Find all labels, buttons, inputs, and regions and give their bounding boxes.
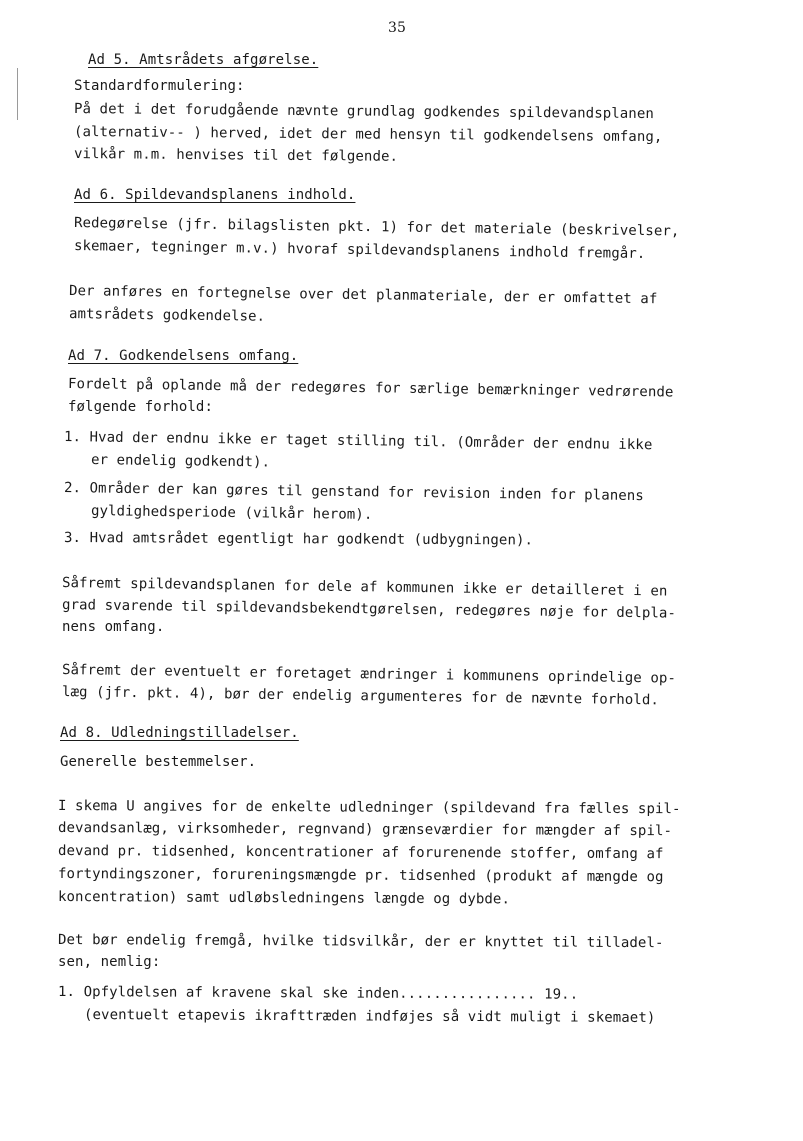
text-line: Fordelt på oplande må der redegøres for særlige bemærkninger vedrørende <box>67 376 674 401</box>
list-item: 3. Hvad amtsrådet egentligt har godkendt (udbygningen). <box>63 530 534 549</box>
list-item-continuation: gyldighedsperiode (vilkår herom). <box>90 503 373 523</box>
page-number: 35 <box>388 20 407 36</box>
list-item-continuation: (eventuelt etapevis ikrafttræden indføjes så vidt muligt i skemaet) <box>83 1007 656 1026</box>
text-line: Det bør endelig fremgå, hvilke tidsvilkår, der er knyttet til tilladel- <box>57 932 664 952</box>
text-line: Der anføres en fortegnelse over det planmateriale, der er omfattet af <box>68 283 658 308</box>
section-heading-ad6: Ad 6. Spildevandsplanens indhold. <box>74 187 356 203</box>
text-line: (alternativ-- ) herved, idet der med hensyn til godkendelsens omfang, <box>73 124 663 146</box>
text-line: I skema U angives for de enkelte udledninger (spildevand fra fælles spil- <box>57 798 681 818</box>
text-line: Redegørelse (jfr. bilagslisten pkt. 1) for det materiale (beskrivelser, <box>73 215 680 240</box>
text-line: vilkår m.m. henvises til det følgende. <box>73 146 399 165</box>
text-line: skemaer, tegninger m.v.) hvoraf spildevandsplanens indhold fremgår. <box>73 238 646 262</box>
text-line: Generelle bestemmelser. <box>60 754 257 770</box>
text-line: koncentration) samt udløbsledningens længde og dybde. <box>57 889 511 908</box>
section-heading-ad8: Ad 8. Udledningstilladelser. <box>60 725 299 741</box>
text-line: grad svarende til spildevandsbekendtgørelsen, redegøres nøje for delpla- <box>61 597 677 622</box>
section-heading-ad5: Ad 5. Amtsrådets afgørelse. <box>88 52 319 68</box>
section-heading-ad7: Ad 7. Godkendelsens omfang. <box>68 348 299 364</box>
text-line: På det i det forudgående nævnte grundlag godkendes spildevandsplanen <box>73 101 655 123</box>
text-line: nens omfang. <box>62 619 165 635</box>
text-line: devandsanlæg, virksomheder, regnvand) grænseværdier for mængder af spil- <box>57 820 673 840</box>
list-item-continuation: er endelig godkendt). <box>90 452 271 471</box>
text-line: læg (jfr. pkt. 4), bør der endelig argumenteres for de nævnte forhold. <box>61 684 660 709</box>
text-line: devand pr. tidsenhed, koncentrationer af forurenende stoffer, omfang af <box>57 843 664 863</box>
text-line: Såfremt der eventuelt er foretaget ændringer i kommunens oprindelige op- <box>61 662 677 687</box>
list-item: 1. Hvad der endnu ikke er taget stilling til. (Områder der endnu ikke <box>63 429 653 454</box>
text-line: sen, nemlig: <box>58 954 161 970</box>
list-item: 1. Opfyldelsen af kravene skal ske inden................ 19.. <box>57 984 579 1003</box>
text-line: følgende forhold: <box>68 399 213 415</box>
text-line: amtsrådets godkendelse. <box>68 306 266 325</box>
text-line: fortyndingszoner, forureningsmængde pr. tidsenhed (produkt af mængde og <box>57 866 664 886</box>
margin-line <box>17 68 18 120</box>
text-line: Såfremt spildevandsplanen for dele af kommunen ikke er detailleret i en <box>61 575 668 600</box>
text-line: Standardformulering: <box>74 78 245 94</box>
list-item: 2. Områder der kan gøres til genstand for revision inden for planens <box>63 480 645 505</box>
